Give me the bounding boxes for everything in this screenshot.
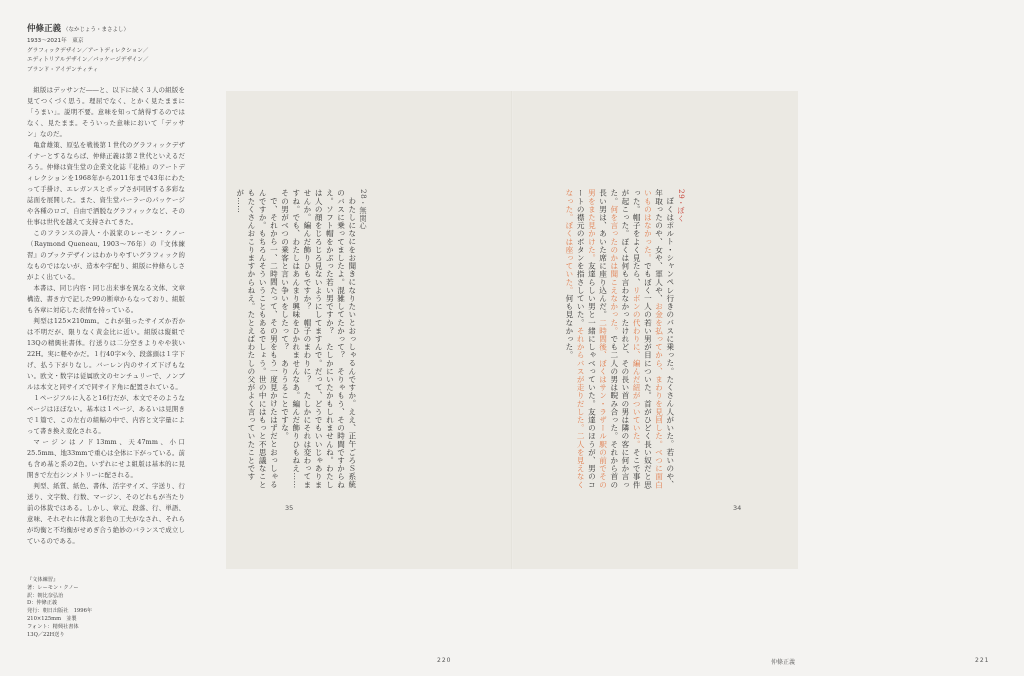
meta-field-2: エディトリアルデザイン／パッケージデザイン／ [27,57,149,64]
caption-publisher: 発行：朝日出版社 1996年 [27,608,93,615]
section-heading-29: 29・ぼく [677,189,686,223]
spread-right-page-text [235,189,369,489]
running-head: 仲條正義 [771,659,796,666]
essay-paragraph: 判型は125×210mm。これが狙ったサイズか否かは不明だが、限りなく黄金比に近い。組版は縦組で13Qの精興社書体。行送りは二分空きよりやや狭い22H。実に軽やかだ。１行40字×今、段落頭は１字下げ、払う下がりなし。バーレン内のサイズ下げもない。欧文・数字は従属欧文のセンチュリーで、ノンブルは本文と同サイズで同サイド角に配置されている。 [27,317,185,391]
right-page-paragraph: で、それから一、二時間たって、その男をもう一度見かけたはずだとおっしゃるんですか。もちろんそういうこともあるでしょう。世の中にはもっと不思議なこともたくさんおこりますからねえ。たとえばわたしの父がよく言っていたことですが…… [235,189,279,489]
text-run: でもぼく一人の若い男が目についた。首がひどく長い奴だと思った。帽子をよく見たら、 [632,189,653,489]
spread-folio-left: 35 [285,504,294,512]
text-run: ぼくはポルト・シャンペレ行きのバスに乗った。たくさん人がいた。若いのや、年取ったのや、女や、軍人や、 [654,189,675,489]
text-run: 友達らしい男と一緒にしゃべっていた。友達のほうが、男のコートの襟元のボタンを指さしていた。 [576,189,597,489]
book-spread-image [226,91,798,569]
highlight-run: それからバスが走りだした。二人を見えなくなった。ぼくは座っていた。 [564,189,586,489]
left-page-paragraph [564,189,676,489]
page-number-left: 220 [437,657,452,664]
caption-author: 著：レーモン・クノー [27,584,79,591]
highlight-run: リボンの代わりに、編んだ紐がついていた。 [632,286,642,449]
caption-title: 『文体練習』 [27,577,59,583]
highlight-run: 二時間後、ぼくはサン・ラザール駅の前でその男をまた見かけた。 [587,189,608,489]
caption-font: フォント：精興社書体 [27,623,79,630]
designer-name: 仲條正義 [27,24,62,34]
highlight-run: お金を払ってから、まわりを見回した。べつに面白いものはなかった。 [643,189,664,489]
meta-field-1: グラフィックデザイン／アートディレクション／ [27,47,149,54]
essay-paragraph: 亀倉雄策、原弘を戦後第１世代のグラフィックデザイナーとするならば、仲條正義は第２世代といえるだろう。仲條は資生堂の企業文化誌『花椿』のアートディレクションを1968年から2011年まで43年にわたって手掛け、エレガンスとポップさが同居する多彩な誌面を展開した。また、資生堂パーラーのパッケージや各種のロゴ、自由で洒脱なグラフィックなど、その仕事は世代を越えて支持されてきた。 [27,141,185,226]
caption-format: 210×125mm 並製 [27,615,77,622]
essay-paragraph: 本書は、同じ内容・同じ出来事を異なる文体、文章構造、書き方で記した99の断章からなっており、組版も各章に対応した表情を持っている。 [27,284,185,314]
designer-header [27,22,185,75]
right-page-paragraph: わたしになにをお聞きになりたいとおっしゃるんですか。ええ、正午ごろＳ系統のバスに乗ってましたよ。混雑してたかって？ そりゃもう、その時間ですからねえ。ソフト帽をかぶった若い男ですか？ たしかにいたかもしれませんね。わたしは人の顔をじろじろ見ないようにしてますんで。だって、どうでもいいじゃありませんか。編んだ飾りひもですか？ 帽子のまわりに？ たしかにそれは変わってますね。でも、わたしはあんまり興味をひかれませんなあ。編んだ飾りひもねえ……その男がべつの乗客と言い争いをしたって？ ありうることですな。 [280,189,357,489]
spread-folio-right: 34 [733,504,742,512]
page-number-right: 221 [975,657,990,664]
designer-name-line [27,22,185,34]
text-run: でも二人の男は睨み合った。それから首の長い男は、あいた席に座り込んだ。 [598,189,619,489]
section-heading-28: 28・無関心 [359,189,368,230]
spread-left-page-text [537,189,687,489]
essay-body [27,85,185,547]
meta-field-3: ブランド・アイデンティティ [27,66,99,73]
caption-translator: 訳：朝比奈弘治 [27,592,64,599]
text-run: そこで事件が起こった。ぼくは何も言わなかったけれど、その長い首の男は隣の客に何か言った。 [609,189,642,489]
designer-reading: （なかじょう・まさよし） [63,27,130,33]
highlight-run: 何を言ったのかは聞こえなかった。 [609,205,619,335]
caption-designer: D：仲條正義 [27,600,58,607]
book-caption [27,577,187,639]
essay-paragraph: １ページフルに入ると16行だが、本文でそのようなページはほぼない。基本は１ページ、あるいは見開きで１篇で、この左右の組幅の中で、内容と文字量によって書き換え変化される。 [27,394,185,435]
essay-paragraph: 組版はデッサンだ――と、以下に続く３人の組版を見てつくづく思う。理屈でなく、とかく見たままに「うまい」。説明不要。意味を知って納得するのではなく、見たまま。そういった意味において「デッサン」なのだ。 [27,86,185,138]
essay-paragraph: このフランスの詩人・小説家のレーモン・クノー（Raymond Queneau, 1903～76年）の『文体練習』のブックデザインはわかりやすいグラフィック的なものではないが、造本や字配り、組版に仲條らしさがよく出ている。 [27,229,185,281]
essay-paragraph: マージンはノド13mm、天47mm、小口25.5mm、地33mmで重心は全体に下がっている。前も含め基と系の2色。いずれにせよ組版は基本的に見開きで左右シンメトリーに配される。 [27,438,185,479]
text-run: 何も見なかった。 [564,294,574,360]
caption-spacing: 13Q／22H送り [27,631,65,638]
essay-paragraph: 判型、紙質、紙色、書体、活字サイズ、字送り、行送り、文字数、行数、マージン、そのどれもが当たり前の体裁ではある。しかし、章元、段落、行、単語、意味、それぞれに体裁と彩色の工夫がなされ、それらが均衡と不均衡がせめぎ合う絶妙のバランスで成立しているのである。 [27,482,185,545]
designer-meta [27,37,185,75]
meta-years: 1933～2021年 東京 [27,38,84,44]
spread-gutter [511,91,513,569]
